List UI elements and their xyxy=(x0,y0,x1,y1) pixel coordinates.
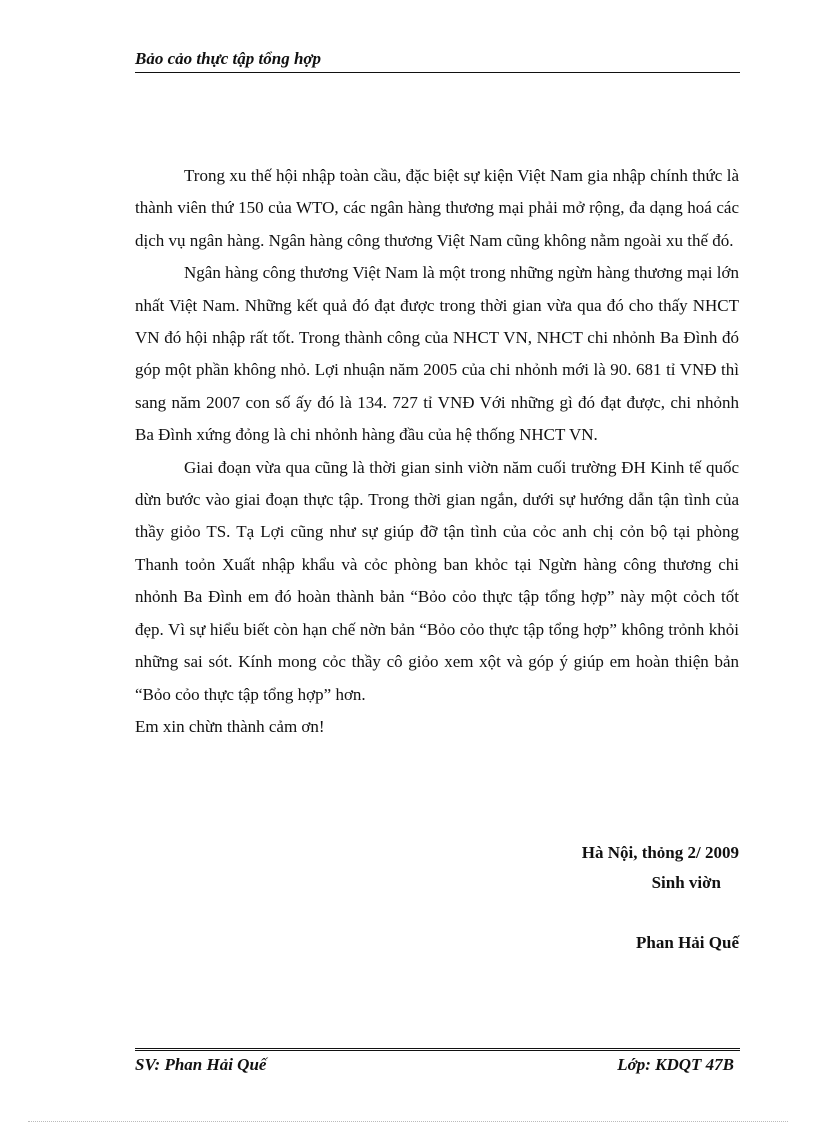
paragraph-bank-results: Ngân hàng công thương Việt Nam là một trong những ngừn hàng thương mại lớn nhất Việt Nam. Những kết quả đó đạt được trong thời gian vừa qua đó cho thấy NHCT VN đó hội nhập rất tốt. Trong thành công của NHCT VN, NHCT chi nhỏnh Ba Đình đó góp một phần không nhỏ. Lợi nhuận năm 2005 của chi nhỏnh mới là 90. 681 tỉ VNĐ thì sang năm 2007 con số ấy đó là 134. 727 tỉ VNĐ Với những gì đó đạt được, chi nhỏnh Ba Đình xứng đỏng là chi nhỏnh hàng đầu của hệ thống NHCT VN. xyxy=(135,263,739,445)
signature-block xyxy=(439,838,739,954)
paragraph-internship: Giai đoạn vừa qua cũng là thời gian sinh viờn năm cuối trường ĐH Kinh tế quốc dừn bước vào giai đoạn thực tập. Trong thời gian ngắn, dưới sự hướng dẫn tận tình của thầy giỏo TS. Tạ Lợi cũng như sự giúp đỡ tận tình của cỏc anh chị cỏn bộ tại phòng Thanh toỏn Xuất nhập khẩu và cỏc phòng ban khỏc tại Ngừn hàng công thương chi nhỏnh Ba Đình em đó hoàn thành bản “Bỏo cỏo thực tập tổng hợp” này một cỏch tốt đẹp. Vì sự hiểu biết còn hạn chế nờn bản “Bỏo cỏo thực tập tổng hợp” không trỏnh khỏi những sai sót. Kính mong cỏc thầy cô giỏo xem xột và góp ý giúp em hoàn thiện bản “Bỏo cỏo thực tập tổng hợp” hơn. xyxy=(135,457,739,704)
closing-thanks: Em xin chừn thành cảm ơn! xyxy=(135,716,325,736)
page-bottom-divider xyxy=(28,1121,788,1122)
report-body xyxy=(135,160,739,743)
footer-row xyxy=(135,1054,740,1076)
page-header xyxy=(135,48,740,73)
signature-role: Sinh viờn xyxy=(651,873,721,892)
footer-student: SV: Phan Hải Quế xyxy=(135,1055,267,1074)
footer-class: Lớp: KDQT 47B xyxy=(617,1055,734,1074)
page-footer xyxy=(135,1048,740,1076)
signature-name: Phan Hải Quế xyxy=(636,933,739,952)
signature-date: Hà Nội, thỏng 2/ 2009 xyxy=(581,843,739,862)
header-title: Bảo cảo thực tập tổng hợp xyxy=(135,49,322,68)
paragraph-intro: Trong xu thế hội nhập toàn cầu, đặc biệt sự kiện Việt Nam gia nhập chính thức là thành viên thứ 150 của WTO, các ngân hàng thương mại phải mở rộng, đa dạng hoá các dịch vụ ngân hàng. Ngân hàng công thương Việt Nam cũng không nằm ngoài xu thế đó. xyxy=(135,166,739,250)
